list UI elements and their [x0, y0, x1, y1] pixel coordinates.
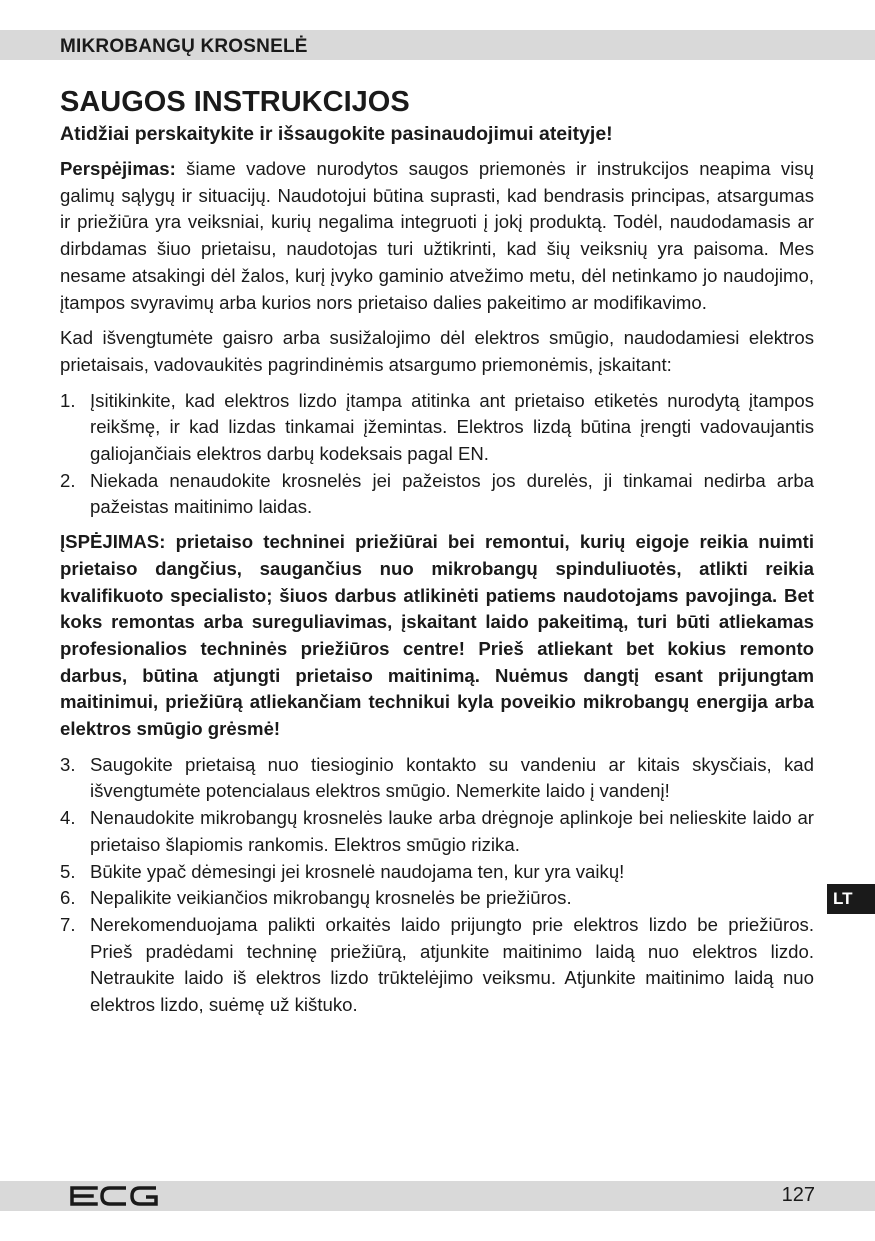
list-item-text: Nerekomenduojama palikti orkaitės laido prijungto prie elektros lizdo be priežiūros. Prieš pradėdami techninę priežiūrą, atjunkite maitinimo laidą nuo elektros lizdo. Netraukite laido iš elektros lizdo trūktelėjimo veiksmu. Atjunkite maitinimo laidą nuo elektros lizdo, suėmę už kištuko. — [90, 913, 814, 1016]
list-item-number: 7. — [60, 913, 76, 935]
list-item — [60, 388, 814, 468]
list-item-number: 1. — [60, 389, 76, 411]
header-title: MIKROBANGŲ KROSNELĖ — [60, 36, 308, 57]
list-item-text: Niekada nenaudokite krosnelės jei pažeistos jos durelės, ji tinkamai nedirba arba pažeistas maitinimo laidas. — [90, 469, 814, 518]
list-item — [60, 752, 814, 805]
list-item-number: 6. — [60, 887, 76, 909]
intro-paragraph-2: Kad išvengtumėte gaisro arba susižalojimo dėl elektros smūgio, naudodamiesi elektros prietaisais, vadovaukitės pagrindinėmis atsargumo priemonėmis, įskaitant: — [60, 327, 814, 375]
list-item — [60, 805, 814, 858]
safety-list-1 — [60, 388, 814, 522]
list-item — [60, 912, 814, 1019]
language-tab: LT — [827, 884, 875, 914]
list-item-number: 3. — [60, 753, 76, 775]
section-title: SAUGOS INSTRUKCIJOS — [60, 86, 410, 118]
list-item-number: 5. — [60, 860, 76, 882]
ecg-logo — [70, 1186, 158, 1206]
list-item-text: Nepalikite veikiančios mikrobangų krosnelės be priežiūros. — [90, 887, 572, 909]
intro-paragraph — [60, 156, 814, 316]
section-subtitle: Atidžiai perskaitykite ir išsaugokite pasinaudojimui ateityje! — [60, 123, 613, 145]
list-item — [60, 885, 814, 912]
list-item-text: Saugokite prietaisą nuo tiesioginio kontakto su vandeniu ar kitais skysčiais, kad išvengtumėte potencialaus elektros smūgio. Nemerkite laido į vandenį! — [90, 753, 814, 802]
list-item-text: Įsitikinkite, kad elektros lizdo įtampa atitinka ant prietaiso etiketės nurodytą įtampos reikšmę, ir kad lizdas tinkamai įžemintas. Elektros lizdą būtina įrengti vadovaujantis galiojančiais elektros darbų kodeksais pagal EN. — [90, 389, 814, 465]
page-number: 127 — [781, 1184, 815, 1206]
intro-label: Perspėjimas: — [60, 158, 176, 179]
list-item — [60, 468, 814, 521]
list-item-text: Nenaudokite mikrobangų krosnelės lauke arba drėgnoje aplinkoje bei nelieskite laido ar prietaiso šlapiomis rankomis. Elektros smūgio rizika. — [90, 807, 814, 855]
list-item-number: 4. — [60, 807, 76, 829]
list-item-number: 2. — [60, 469, 76, 491]
page-content — [60, 84, 814, 1027]
list-item-text: Būkite ypač dėmesingi jei krosnelė naudojama ten, kur yra vaikų! — [90, 860, 625, 882]
intro-text: šiame vadove nurodytos saugos priemonės ir instrukcijos neapima visų galimų sąlygų ir situacijų. Naudotojui būtina suprasti, kad bendrasis principas, atsargumas ir priežiūra yra veiksniai, kurių negalima integruoti į jokį produktą. Todėl, naudodamasis ar dirbdamas šiuo prietaisu, naudotojas turi užtikrinti, kad šių veiksnių yra paisoma. Mes nesame atsakingi dėl žalos, kurį įvyko gaminio atvežimo metu, dėl netinkamo jo naudojimo, įtampos svyravimų arba kurios nors prietaiso dalies pakeitimo ar modifikavimo. — [60, 158, 814, 313]
safety-list-2 — [60, 752, 814, 1019]
list-item — [60, 859, 814, 886]
warning-paragraph: ĮSPĖJIMAS: prietaiso techninei priežiūrai bei remontui, kurių eigoje reikia nuimti prietaiso dangčius, saugančius nuo mikrobangų spinduliuotės, atlikti reikia kvalifikuoto specialisto; šiuos darbus atlikinėti patiems naudotojams pavojinga. Bet koks remontas arba sureguliavimas, įskaitant laido pakeitimą, turi būti atliekamas profesionalios techninės priežiūros centre! Prieš atliekant bet kokius remonto darbus, būtina atjungti prietaiso maitinimą. Nuėmus dangtį esant prijungtam maitinimui, priežiūrą atliekančiam technikui kyla poveikio mikrobangų energija arba elektros smūgio grėsmė! — [60, 531, 814, 740]
